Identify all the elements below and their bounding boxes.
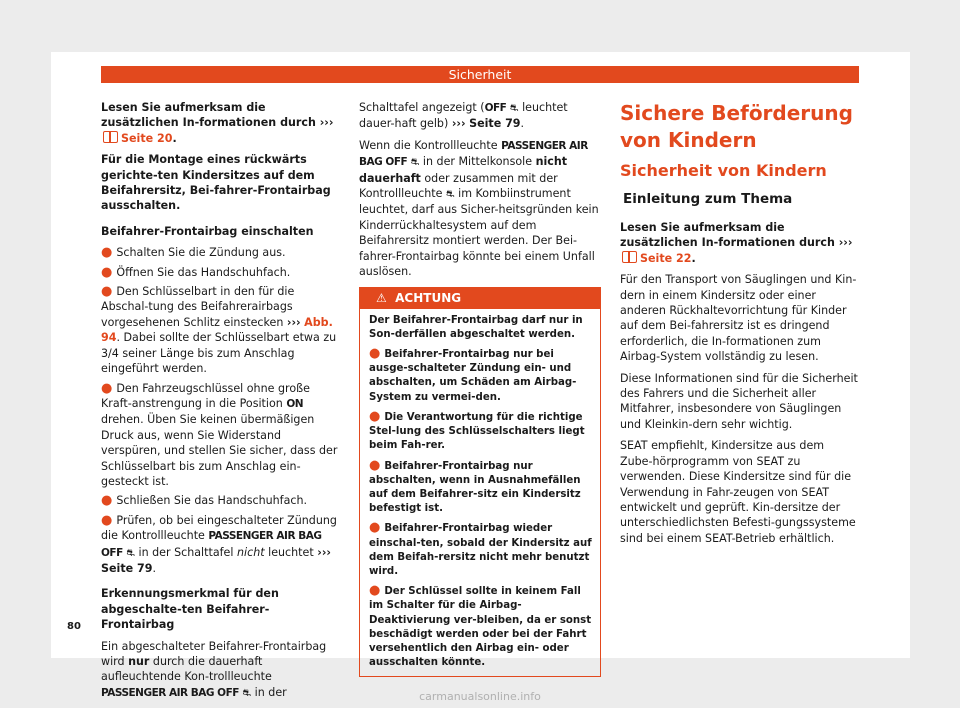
- page-link[interactable]: Seite 20: [121, 131, 173, 145]
- bullet-icon: ●: [101, 512, 113, 528]
- seat-icon: ⛐: [242, 687, 252, 699]
- warning-item: ● Beifahrer-Frontairbag nur abschalten, wenn in Ausnahmefällen auf dem Beifahrer-sitz ein Kindersitz befestigt ist.: [369, 457, 581, 515]
- seat-icon: ⛐: [410, 157, 420, 169]
- section-header: Sicherheit: [101, 66, 859, 83]
- bullet-icon: ●: [369, 408, 381, 424]
- continued-paragraph: Schalttafel angezeigt (OFF ⛐ leuchtet dauer-haft gelb) ››› Seite 79.: [359, 101, 568, 131]
- arrow-icon: ›››: [451, 117, 466, 131]
- arrow-icon: ›››: [838, 236, 853, 250]
- figure-link[interactable]: Abb. 94: [101, 315, 333, 345]
- arrow-icon: ›››: [286, 315, 301, 329]
- warning-paragraph: Für die Montage eines rückwärts gerichte-ten Kindersitzes auf dem Beifahrersitz, Bei-fahrer-Frontairbag ausschalten.: [101, 153, 331, 213]
- warning-item: ● Beifahrer-Frontairbag wieder einschal-ten, sobald der Kindersitz auf dem Beifah-rersitz nicht mehr benutzt wird.: [369, 520, 592, 577]
- warning-icon: ⚠: [376, 291, 387, 306]
- column-left: [101, 100, 339, 707]
- off-label: OFF: [484, 102, 507, 114]
- intro-paragraph: Lesen Sie aufmerksam die zusätzlichen In-formationen durch ›››Seite 20.: [101, 101, 334, 145]
- body-paragraph: Diese Informationen sind für die Sicherheit des Fahrers und die Sicherheit aller Mitfahrer, insbesondere von Säuglingen und Kleinkin-dern sehr wichtig.: [620, 371, 858, 431]
- page-link[interactable]: Seite 79: [469, 117, 521, 131]
- column-right: [620, 100, 859, 552]
- bullet-icon: ●: [101, 380, 113, 396]
- seat-icon: ⛐: [509, 103, 519, 114]
- bullet-icon: ●: [369, 346, 381, 362]
- warning-text: Der Beifahrer-Frontairbag darf nur in Son-derfällen abgeschaltet werden.: [369, 314, 583, 340]
- warning-lamp-label: PASSENGER AIR BAG OFF: [101, 530, 322, 559]
- seat-icon: ⛐: [126, 547, 135, 559]
- list-item: ● Schalten Sie die Zündung aus.: [101, 245, 286, 261]
- bullet-icon: ●: [101, 493, 113, 509]
- body-paragraph: SEAT empfiehlt, Kindersitze aus dem Zube-hörprogramm von SEAT zu verwenden. Diese Kindersitze sind für die Verwendung in Fahr-zeugen von SEAT entwickelt und geprüft. Kin-dersitze der unterschiedlichsten Befesti-gungssysteme sind bei einem SEAT-Betrieb erhältlich.: [620, 439, 856, 545]
- warning-item: ● Der Schlüssel sollte in keinem Fall im Schalter für die Airbag-Deaktivierung ver-bleiben, da er sonst beschädigt werden oder bei der Fahrt versehentlich den Airbag ein- oder ausschalten könnte.: [369, 583, 592, 669]
- list-item: ● Schließen Sie das Handschuhfach.: [101, 493, 308, 509]
- list-item: ● Den Fahrzeugschlüssel ohne große Kraft-anstrengung in die Position ON drehen. Üben Sie keinen übermäßigen Druck aus, wenn Sie Widerstand verspüren, und stellen Sie sicher, dass der Schlüsselbart bis zum Anschlag ein-gesteckt ist.: [101, 380, 338, 488]
- watermark: carmanualsonline.info: [419, 690, 541, 703]
- book-icon: [103, 131, 118, 143]
- chapter-title: Sichere Beförderung von Kindern: [620, 101, 853, 152]
- warning-item: ● Beifahrer-Frontairbag nur bei ausge-schalteter Zündung ein- und abschalten, um Schäden am Airbag-System zu vermei-den.: [369, 346, 577, 403]
- bullet-icon: ●: [369, 457, 381, 473]
- column-middle: [359, 100, 601, 677]
- warning-lamp-label: PASSENGER AIR BAG OFF: [101, 686, 239, 699]
- page-number: 80: [67, 621, 81, 632]
- sign-paragraph: Ein abgeschalteter Beifahrer-Frontairbag wird nur durch die dauerhaft aufleuchtende Kon-trollleuchte PASSENGER AIR BAG OFF ⛐ in der: [101, 639, 327, 699]
- section-title: Sicherheit von Kindern: [620, 161, 827, 180]
- body-paragraph: Für den Transport von Säuglingen und Kin-dern in einem Kindersitz oder einer anderen Rückhaltevorrichtung für Kinder auf dem Bei-fahrersitz ist es dringend erforderlich, die In-formationen zum Airbag-System vollständig zu lesen.: [620, 273, 857, 364]
- intro-paragraph: Lesen Sie aufmerksam die zusätzlichen In-formationen durch ›››Seite 22.: [620, 221, 853, 265]
- list-item: ● Prüfen, ob bei eingeschalteter Zündung die Kontrollleuchte PASSENGER AIR BAG OFF ⛐ in der Schalttafel nicht leuchtet ››› Seite 79.: [101, 512, 337, 575]
- bullet-icon: ●: [369, 583, 381, 599]
- bullet-icon: ●: [369, 520, 381, 536]
- bullet-icon: ●: [101, 264, 113, 280]
- bullet-icon: ●: [101, 245, 113, 261]
- topic-title: Einleitung zum Thema: [623, 191, 793, 207]
- lamp-paragraph: Wenn die Kontrollleuchte PASSENGER AIR BAG OFF ⛐ in der Mittelkonsole nicht dauerhaft oder zusammen mit der Kontrollleuchte ⛐ im Kombiinstrument leuchtet, darf aus Sicher-heitsgründen kein Kinderrückhaltesystem auf dem Beifahrersitz montiert werden. Der Bei-fahrer-Frontairbag könnte bei einem Unfall auslösen.: [359, 138, 599, 279]
- on-label: ON: [286, 397, 304, 410]
- book-icon: [622, 251, 637, 263]
- subheading-sign: Erkennungsmerkmal für den abgeschalte-ten Beifahrer-Frontairbag: [101, 587, 279, 632]
- subheading-enable: Beifahrer-Frontairbag einschalten: [101, 224, 314, 238]
- warning-header: ⚠ ACHTUNG: [360, 288, 600, 308]
- list-item: ● Den Schlüsselbart in den für die Abschal-tung des Beifahrerairbags vorgesehenen Schlitz einstecken ››› Abb. 94. Dabei sollte der Schlüsselbart etwa zu 3/4 seiner Länge bis zum Anschlag eingeführt werden.: [101, 284, 337, 376]
- bullet-icon: ●: [101, 284, 113, 300]
- warning-lamp-label: PASSENGER AIR BAG OFF: [359, 139, 588, 169]
- page-link[interactable]: Seite 22: [640, 251, 692, 265]
- warning-box: [359, 287, 601, 677]
- arrow-icon: ›››: [319, 116, 334, 130]
- arrow-icon: ›››: [317, 545, 331, 559]
- seat-icon: ⛐: [445, 189, 455, 201]
- list-item: ● Öffnen Sie das Handschuhfach.: [101, 264, 291, 280]
- page-link[interactable]: Seite 79: [101, 561, 153, 575]
- warning-item: ● Die Verantwortung für die richtige Stel-lung des Schlüsselschalters liegt beim Fah-rer.: [369, 408, 585, 452]
